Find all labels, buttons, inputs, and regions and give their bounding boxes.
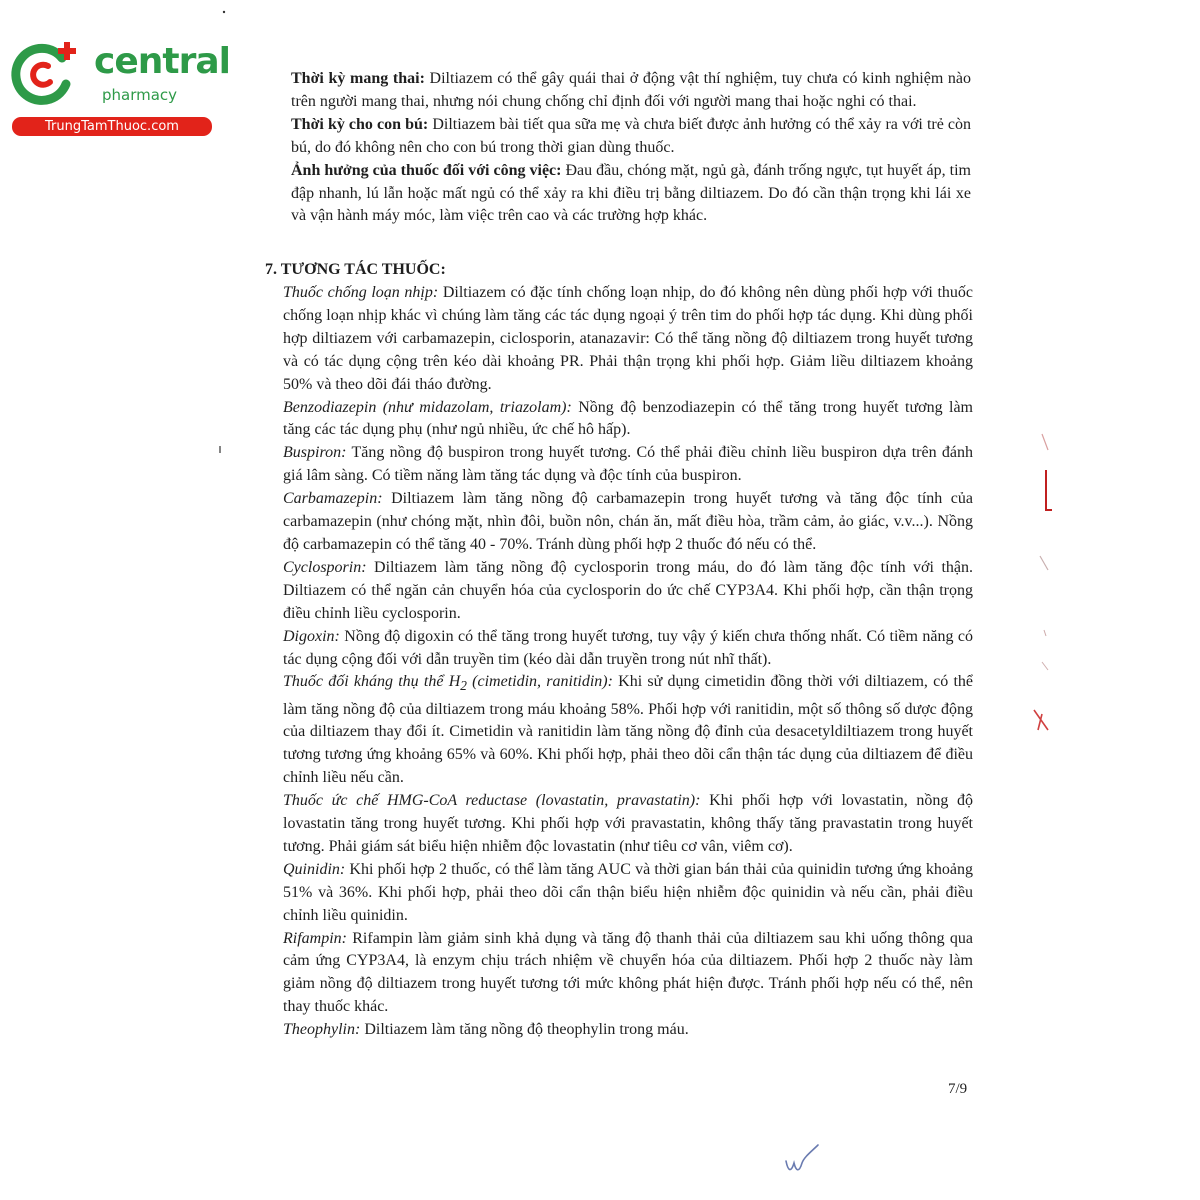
interaction-text: Diltiazem làm tăng nồng độ theophylin trong máu. <box>360 1021 689 1039</box>
interaction-drug: Digoxin: <box>283 627 340 645</box>
pregnancy-text: Diltiazem có thể gây quái thai ở động vật thí nghiệm, tuy chưa có kinh nghiệm nào trên người mang thai, nhưng nói chung chống chỉ định đối với người mang thai hoặc nghi có thai. <box>291 70 971 110</box>
lactation-label: Thời kỳ cho con bú: <box>291 115 429 133</box>
pregnancy-label: Thời kỳ mang thai: <box>291 70 425 87</box>
interaction-text: Nồng độ benzodiazepin có thể tăng trong huyết tương làm tăng các tác dụng phụ (như ngủ nhiều, ức chế hô hấp). <box>283 398 973 439</box>
page-number: 7/9 <box>948 1081 968 1097</box>
margin-stamp-marks-icon <box>1018 430 1058 750</box>
section-heading: 7. TƯƠNG TÁC THUỐC: <box>265 261 446 278</box>
interaction-drug: Thuốc đối kháng thụ thể H <box>283 673 461 691</box>
work-effect-text: Đau đầu, chóng mặt, ngủ gà, đánh trống ngực, tụt huyết áp, tim đập nhanh, lú lẫn hoặc mất ngủ có thể xảy ra khi điều trị bằng diltiazem. Do đó cần thận trọng khi lái xe và vận hành máy móc, làm việc trên cao và các trường hợp khác. <box>291 161 971 225</box>
interaction-item <box>283 928 973 1020</box>
interaction-drug: Thuốc chống loạn nhịp: <box>283 284 439 301</box>
interaction-item <box>283 442 973 488</box>
work-effect-label: Ảnh hưởng của thuốc đối với công việc: <box>291 161 562 179</box>
pregnancy-paragraph <box>291 68 971 114</box>
interaction-item <box>283 488 973 557</box>
lactation-paragraph <box>291 114 971 160</box>
interaction-text: Rifampin làm giảm sinh khả dụng và tăng độ thanh thải của diltiazem sau khi uống thông qua cảm ứng CYP3A4, là enzym chịu trách nhiệm về chuyển hóa của diltiazem. Phối hợp 2 thuốc này làm giảm nồng độ diltiazem trong huyết tương tới mức không phát hiện được. Tránh phối hợp nếu có thể, nên thay thuốc khác. <box>283 929 973 1016</box>
interaction-text: Khi phối hợp với lovastatin, nồng độ lovastatin tăng trong huyết tương. Khi phối hợp với pravastatin, không thấy tăng pravastatin trong huyết tương. Phải giám sát biểu hiện nhiễm độc lovastatin (như tiêu cơ vân, viêm cơ). <box>283 792 973 855</box>
interaction-drug: Theophylin: <box>283 1021 361 1039</box>
interaction-drug: Quinidin: <box>283 860 346 878</box>
brand-site-banner: TrungTamThuoc.com <box>12 117 212 136</box>
brand-name: central <box>94 41 230 82</box>
interaction-text: Diltiazem làm tăng nồng độ cyclosporin trong máu, do đó làm tăng độc tính với thận. Diltiazem có thể ngăn cản chuyển hóa của cyclosporin do ức chế CYP3A4. Khi phối hợp, cần thận trọng điều chỉnh liều cyclosporin. <box>283 558 973 622</box>
interaction-text: Nồng độ digoxin có thể tăng trong huyết tương, tuy vậy ý kiến chưa thống nhất. Có tiềm năng có tác dụng cộng đối với dẫn truyền tim (kéo dài dẫn truyền trong nút nhĩ thất). <box>283 627 973 668</box>
interaction-drug: Thuốc ức chế HMG-CoA reductase (lovastatin, pravastatin): <box>283 792 701 810</box>
scan-speck-icon <box>220 8 228 16</box>
lactation-text: Diltiazem bài tiết qua sữa mẹ và chưa biết được ảnh hưởng có thể xảy ra với trẻ còn bú, do đó không nên cho con bú trong thời gian dùng thuốc. <box>291 115 972 156</box>
interaction-text: Khi sử dụng cimetidin đồng thời với diltiazem, có thể làm tăng nồng độ của diltiazem trong máu khoảng 58%. Phối hợp với ranitidin, một số thông số dược động của diltiazem thay đổi ít. Cimetidin và ranitidin làm tăng nồng độ đỉnh của desacetyldiltiazem trong huyết tương tương ứng khoảng 65% và 60%. Khi phối hợp, phải theo dõi cẩn thận tác dụng của diltiazem để điều chỉnh liều nếu cần. <box>283 673 974 787</box>
interaction-item <box>283 626 973 672</box>
handwritten-initials-icon <box>782 1143 822 1179</box>
interaction-drug: Carbamazepin: <box>283 490 383 508</box>
interaction-item <box>283 859 973 928</box>
interaction-item <box>283 790 973 859</box>
scan-speck-icon <box>217 445 223 455</box>
interaction-item <box>283 557 973 626</box>
interaction-drug: Buspiron: <box>283 444 347 462</box>
pregnancy-section <box>291 68 971 228</box>
pharmacy-cross-logo-icon <box>10 38 80 108</box>
interaction-text: Diltiazem có đặc tính chống loạn nhịp, do đó không nên dùng phối hợp với thuốc chống loạn nhịp khác vì chúng làm tăng các tác dụng ngoại ý trên tim do phối hợp tác dụng. Khi dùng phối hợp diltiazem với carbamazepin, ciclosporin, atanazavir: Có thể tăng nồng độ diltiazem trong huyết tương và có tác dụng cộng trên kéo dài khoảng PR. Phải thận trọng khi phối hợp. Giảm liều diltiazem khoảng 50% và theo dõi đái tháo đường. <box>283 284 973 393</box>
interaction-drug-tail: (cimetidin, ranitidin): <box>466 673 613 691</box>
interaction-item <box>283 282 973 397</box>
brand-logo <box>10 38 230 138</box>
interaction-text: Khi phối hợp 2 thuốc, có thể làm tăng AUC và thời gian bán thải của quinidin tương ứng khoảng 51% và 36%. Khi phối hợp, phải theo dõi cẩn thận biểu hiện nhiễm độc quinidin và nếu cần, phải điều chỉnh liều quinidin. <box>283 860 973 924</box>
interaction-drug: Rifampin: <box>283 929 347 947</box>
work-effect-paragraph <box>291 160 971 229</box>
interaction-drug: Cyclosporin: <box>283 558 367 576</box>
interaction-text: Diltiazem làm tăng nồng độ carbamazepin trong huyết tương và tăng độc tính của carbamazepin (như chóng mặt, nhìn đôi, buồn nôn, chán ăn, mất điều hòa, trầm cảm, ảo giác, v.v...). Nồng độ carbamazepin có thể tăng 40 - 70%. Tránh dùng phối hợp 2 thuốc đó nếu có thể. <box>283 490 973 553</box>
interaction-item <box>283 397 973 443</box>
brand-tagline: pharmacy <box>102 86 178 104</box>
interaction-drug: Benzodiazepin (như midazolam, triazolam): <box>283 398 572 416</box>
interaction-item <box>283 671 973 790</box>
interaction-item <box>283 1019 973 1042</box>
drug-interactions-list <box>283 282 973 1042</box>
interaction-text: Tăng nồng độ buspiron trong huyết tương. Có thể phải điều chỉnh liều buspiron dựa trên đánh giá lâm sàng. Có tiềm năng làm tăng tác dụng và độc tính của buspiron. <box>283 444 973 485</box>
interaction-drug-subscript: 2 <box>460 678 467 694</box>
